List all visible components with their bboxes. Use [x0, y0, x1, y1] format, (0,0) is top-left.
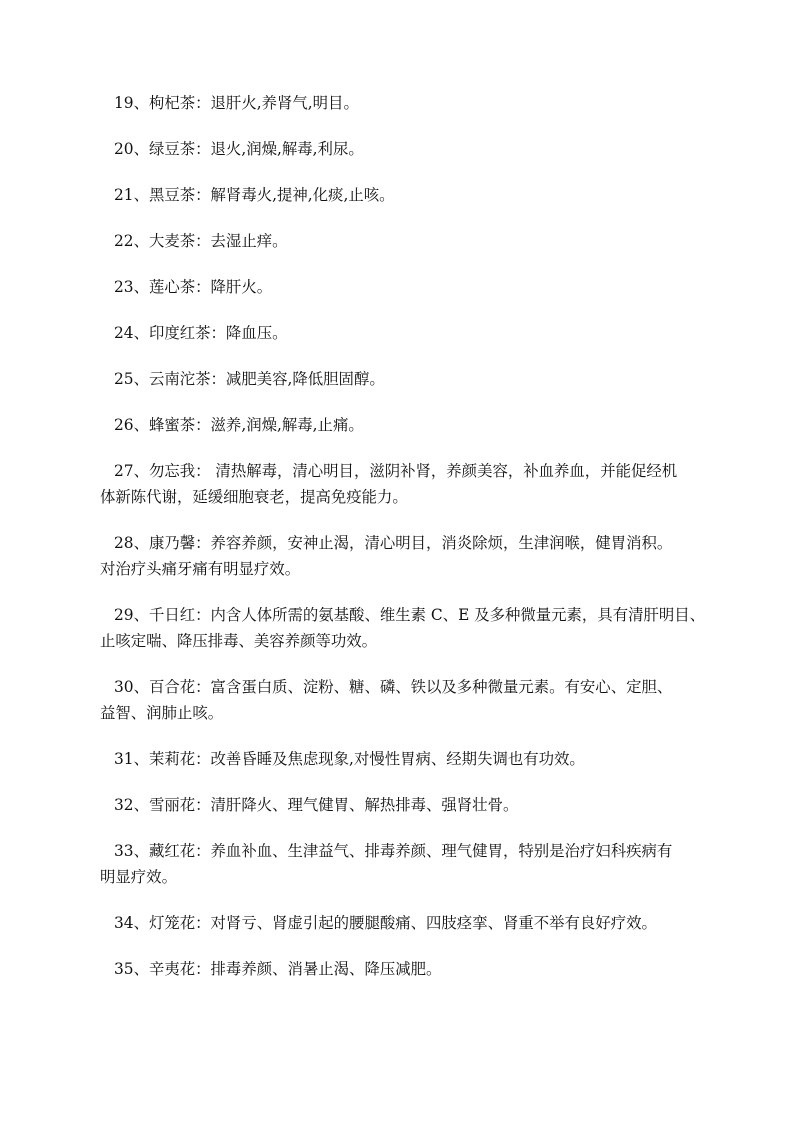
list-item [100, 136, 700, 162]
item-text: 35、辛夷花：排毒养颜、消暑止渴、降压减肥。 [114, 960, 442, 978]
item-text: 23、莲心茶：降肝火。 [114, 278, 273, 296]
item-text: 31、茉莉花：改善昏睡及焦虑现象,对慢性胃病、经期失调也有功效。 [114, 750, 585, 768]
list-item [100, 320, 700, 346]
item-text: 34、灯笼花：对肾亏、肾虚引起的腰腿酸痛、四肢痉挛、肾重不举有良好疗效。 [114, 914, 657, 932]
item-text: 30、百合花：富含蛋白质、淀粉、糖、磷、铁以及多种微量元素。有安心、定胆、 [114, 678, 673, 696]
item-text-continued: 体新陈代谢，延缓细胞衰老，提高免疫能力。 [100, 488, 408, 506]
list-item [100, 910, 700, 936]
item-text: 29、千日红：内含人体所需的氨基酸、维生素 C、E 及多种微量元素，具有清肝明目、 [114, 606, 706, 624]
item-text: 33、藏红花：养血补血、生津益气、排毒养颜、理气健胃，特别是治疗妇科疾病有 [114, 842, 673, 860]
list-item [100, 90, 700, 116]
document-page [100, 90, 706, 1002]
list-item [100, 838, 700, 890]
list-item [100, 674, 700, 726]
item-text: 26、蜂蜜茶：滋养,润燥,解毒,止痛。 [114, 416, 364, 434]
item-text-continued: 对治疗头痛牙痛有明显疗效。 [100, 560, 301, 578]
list-item [100, 366, 700, 392]
item-text: 28、康乃馨：养容养颜，安神止渴，清心明目，消炎除烦，生津润喉，健胃消积。 [114, 534, 673, 552]
item-text: 32、雪丽花：清肝降火、理气健胃、解热排毒、强肾壮骨。 [114, 796, 519, 814]
item-text: 21、黑豆茶：解肾毒火,提神,化痰,止咳。 [114, 186, 395, 204]
list-item [100, 956, 700, 982]
item-text: 20、绿豆茶：退火,润燥,解毒,利尿。 [114, 140, 364, 158]
item-text: 22、大麦茶：去湿止痒。 [114, 232, 288, 250]
list-item [100, 792, 700, 818]
list-item [100, 458, 700, 510]
item-text: 27、勿忘我： 清热解毒，清心明目，滋阴补肾，养颜美容，补血养血，并能促经机 [114, 462, 678, 480]
list-item [100, 228, 700, 254]
list-item [100, 274, 700, 300]
list-item [100, 530, 700, 582]
item-text: 19、枸杞茶：退肝火,养肾气,明目。 [114, 94, 359, 112]
item-text-continued: 止咳定喘、降压排毒、美容养颜等功效。 [100, 632, 378, 650]
item-text-continued: 益智、润肺止咳。 [100, 704, 224, 722]
list-item [100, 602, 706, 654]
item-text: 24、印度红茶：降血压。 [114, 324, 288, 342]
list-item [100, 412, 700, 438]
list-item [100, 182, 700, 208]
list-item [100, 746, 700, 772]
item-text: 25、云南沱茶：减肥美容,降低胆固醇。 [114, 370, 385, 388]
item-text-continued: 明显疗效。 [100, 868, 177, 886]
